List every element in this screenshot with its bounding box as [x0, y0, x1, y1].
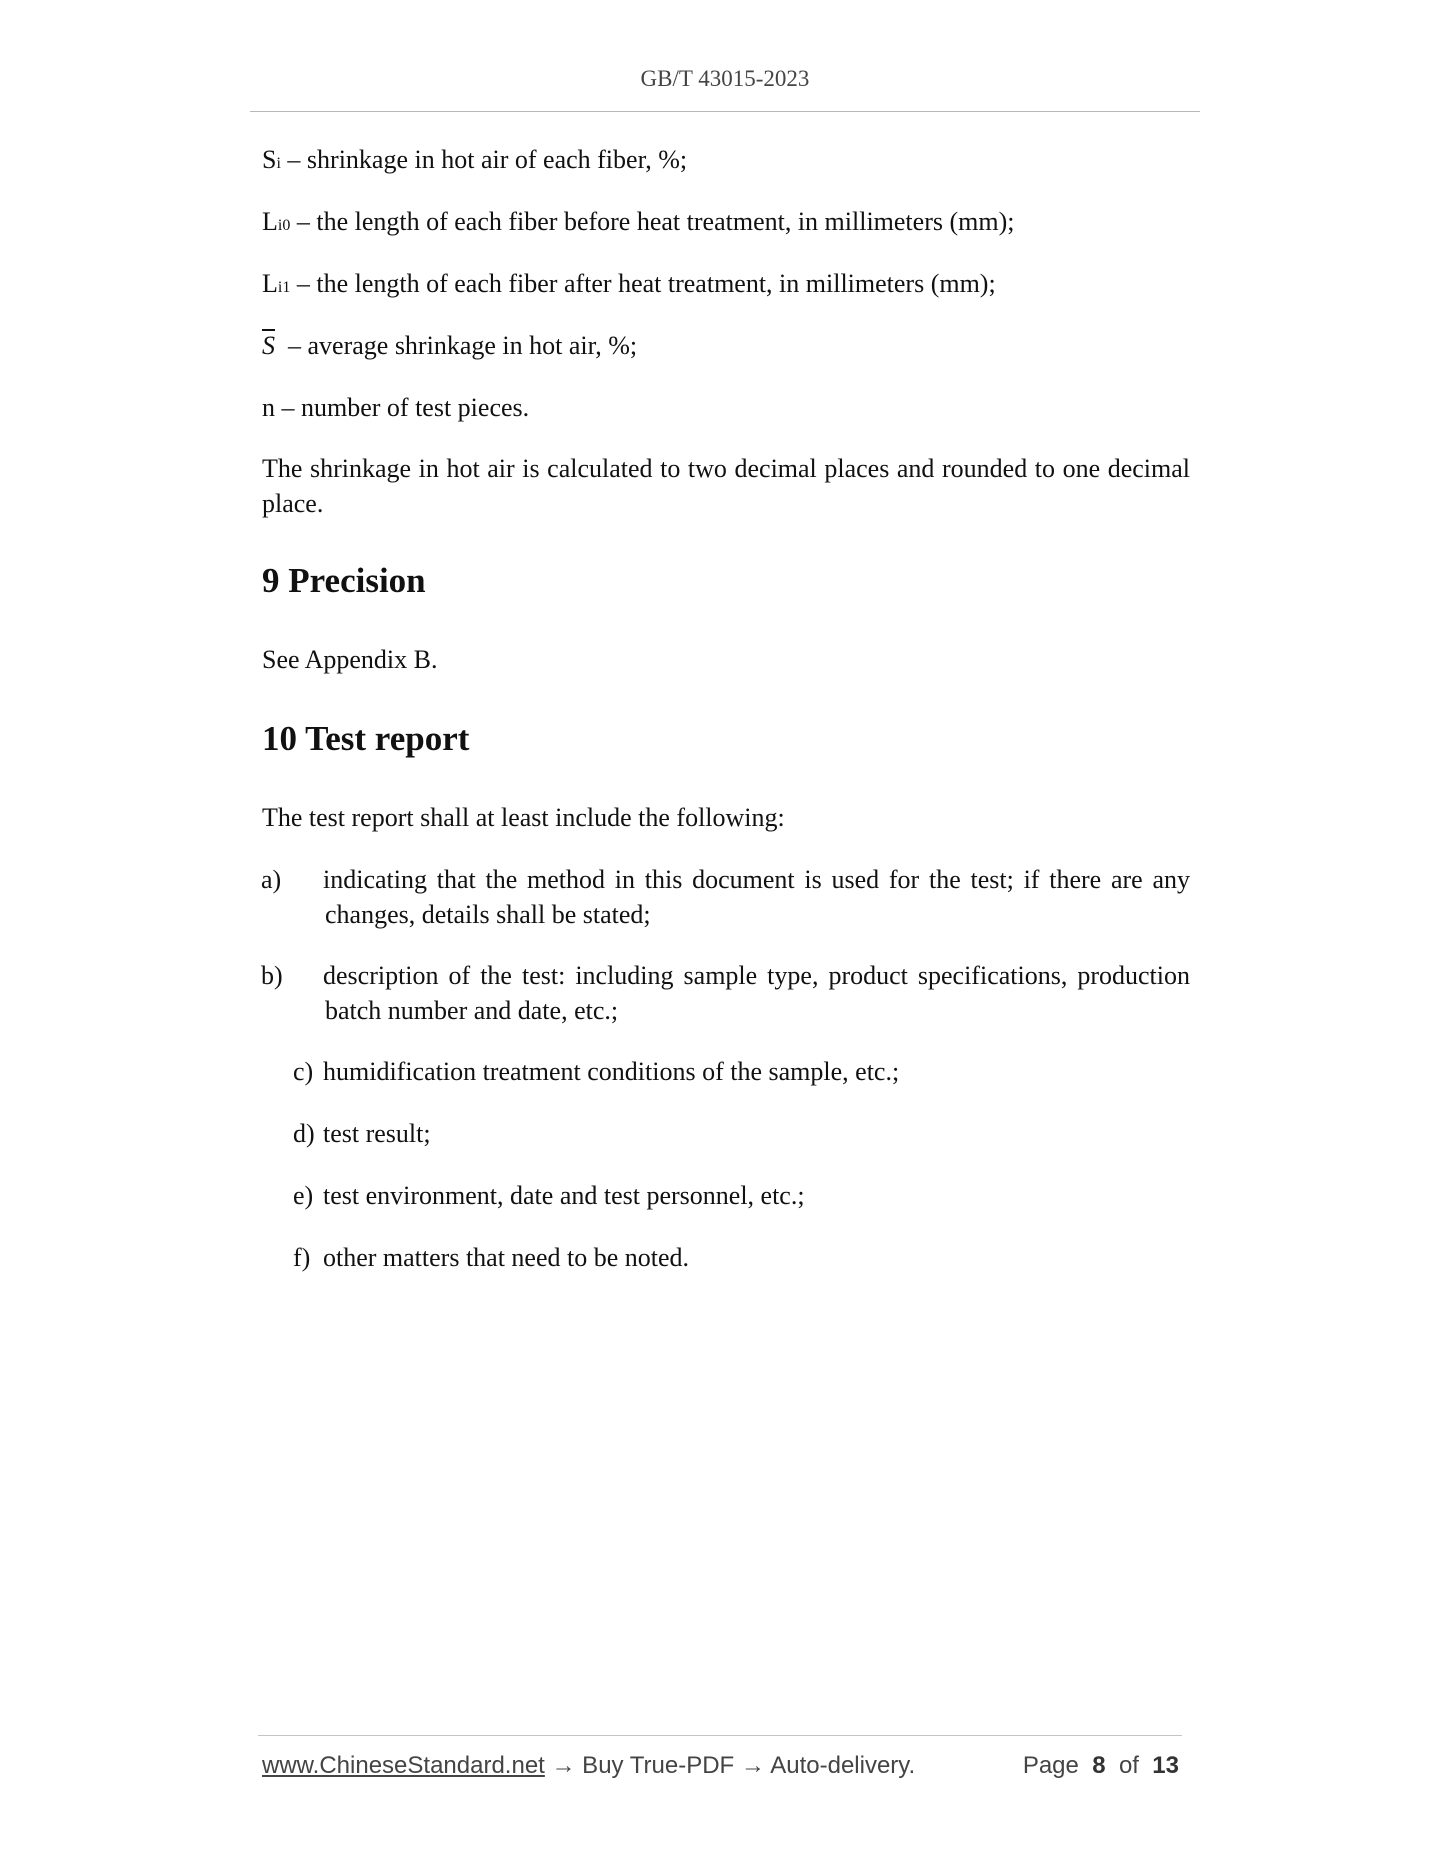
list-marker: c) [293, 1057, 314, 1086]
section-10-intro: The test report shall at least include the following: [262, 803, 785, 832]
list-item [261, 862, 1190, 932]
list-item [293, 1116, 1190, 1151]
calculation-note: The shrinkage in hot air is calculated to two decimal places and rounded to one decimal place. [262, 454, 1190, 518]
website-link[interactable]: www.ChineseStandard.net [262, 1752, 545, 1779]
definition-symbol: S [262, 145, 277, 174]
list-marker: e) [293, 1181, 314, 1210]
definition-si [262, 142, 1190, 181]
definition-subscript: i0 [277, 217, 291, 234]
definition-text: – average shrinkage in hot air, %; [275, 331, 638, 360]
list-item-text: test environment, date and test personnel, etc.; [323, 1181, 805, 1210]
section-9-heading: 9 Precision [262, 561, 426, 600]
definition-symbol: L [262, 207, 278, 236]
definition-text: – shrinkage in hot air of each fiber, %; [280, 145, 688, 174]
list-item-text: humidification treatment conditions of the sample, etc.; [323, 1057, 900, 1086]
definition-n [262, 390, 1190, 425]
list-item-text: description of the test: including sample type, product specifications, production batch number and date, etc.; [323, 961, 1190, 1025]
definition-li1 [262, 266, 1190, 305]
page-indicator [1023, 1752, 1179, 1780]
list-item-text: test result; [323, 1119, 431, 1148]
of-label: of [1118, 1752, 1139, 1779]
total-page-number: 13 [1152, 1752, 1179, 1779]
list-marker: f) [293, 1243, 311, 1272]
list-item-text: indicating that the method in this document is used for the test; if there are any changes, details shall be stated; [323, 865, 1190, 929]
list-item-text: other matters that need to be noted. [323, 1243, 690, 1272]
page-label: Page [1022, 1752, 1079, 1779]
list-marker: a) [261, 865, 282, 894]
section-9-body: See Appendix B. [262, 645, 438, 674]
definition-s-bar [262, 328, 1190, 363]
list-item [293, 1240, 1190, 1275]
page-footer [262, 1752, 1182, 1780]
header-divider [250, 111, 1200, 112]
footer-divider [258, 1735, 1182, 1736]
current-page-number: 8 [1092, 1752, 1106, 1779]
list-item [261, 958, 1190, 1028]
definition-text: – the length of each fiber after heat treatment, in millimeters (mm); [290, 269, 996, 298]
definition-subscript: i1 [277, 279, 291, 296]
list-item [293, 1178, 1190, 1213]
definition-text: – number of test pieces. [275, 393, 530, 422]
definition-text: – the length of each fiber before heat treatment, in millimeters (mm); [290, 207, 1015, 236]
definition-symbol: n [262, 393, 275, 422]
definition-symbol: $\overline{S}$ [262, 331, 275, 360]
purchase-note: → Buy True-PDF → Auto-delivery. [544, 1752, 916, 1779]
definition-li0 [262, 204, 1190, 243]
definition-symbol: L [262, 269, 278, 298]
list-marker: d) [293, 1119, 315, 1148]
list-marker: b) [261, 961, 283, 990]
definition-subscript: i [276, 155, 281, 172]
list-item [293, 1054, 1190, 1089]
document-header: GB/T 43015-2023 [640, 66, 810, 91]
section-10-heading: 10 Test report [262, 719, 470, 758]
